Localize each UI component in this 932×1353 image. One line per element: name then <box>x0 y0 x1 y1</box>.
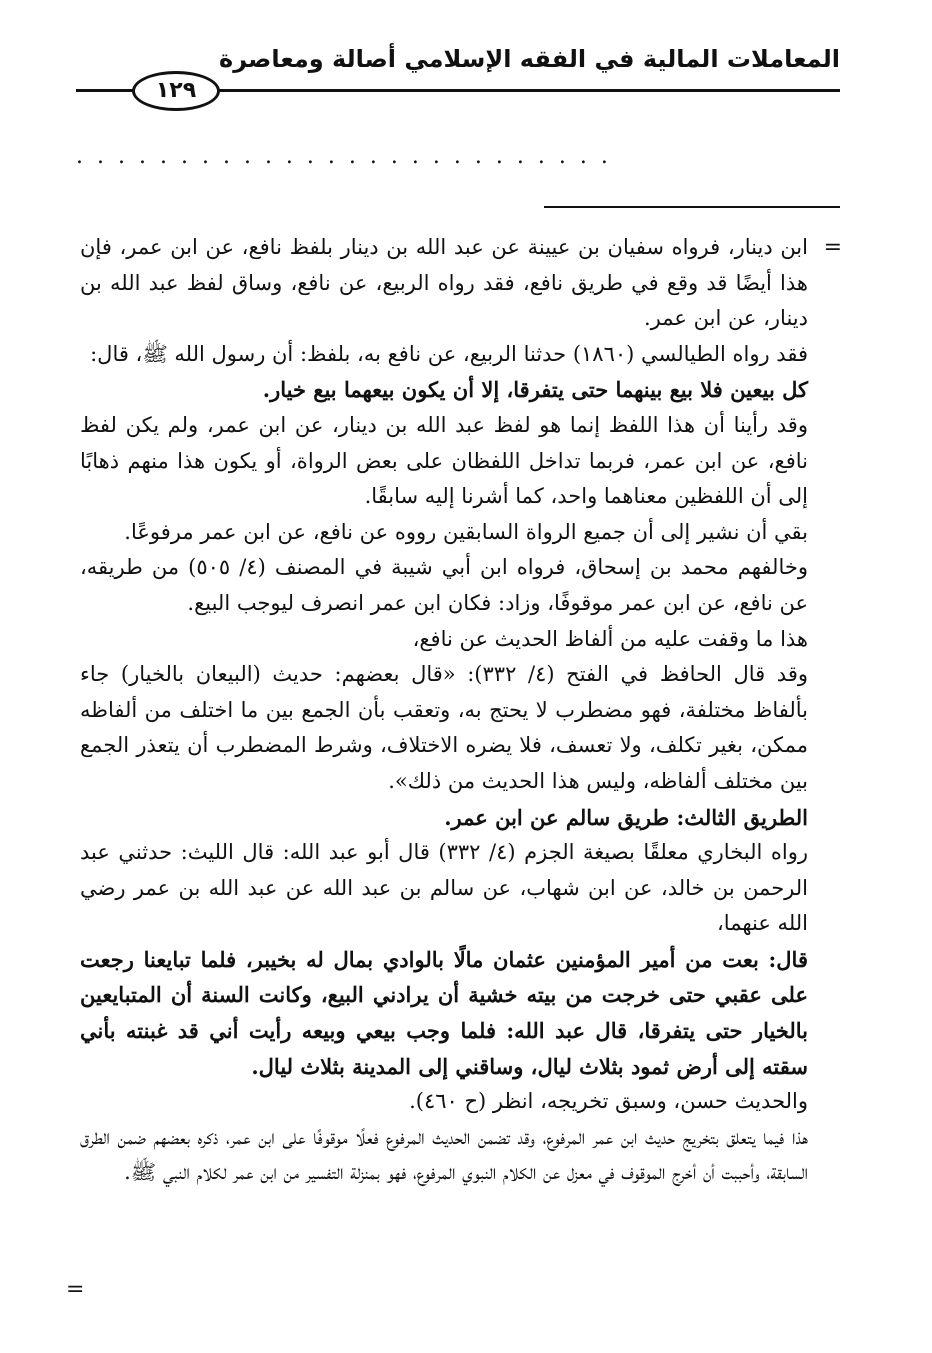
hadith-text: كل بيعين فلا بيع بينهما حتى يتفرقا، إلا أن يكون بيعهما بيع خيار. <box>262 377 808 403</box>
section-heading: الطريق الثالث: طريق سالم عن ابن عمر. <box>444 804 808 830</box>
running-header-title: المعاملات المالية في الفقه الإسلامي أصالة ومعاصرة <box>219 45 840 73</box>
paragraph: وخالفهم محمد بن إسحاق، فرواه ابن أبي شيبة في المصنف (٤/ ٥٠٥) من طريقه، عن نافع، عن ابن عمر موقوفًا، وزاد: فكان ابن عمر انصرف ليوجب البيع. <box>80 555 808 615</box>
paragraph: فقد رواه الطيالسي (١٨٦٠) حدثنا الربيع، عن نافع به، بلفظ: أن رسول الله ﷺ، قال: <box>90 341 808 366</box>
page-number-badge: ١٢٩ <box>132 71 220 111</box>
paragraph: هذا فيما يتعلق بتخريج حديث ابن عمر المرفوع، وقد تضمن الحديث المرفوع فعلًا موقوفًا على ابن عمر، ذكره بعضهم ضمن الطرق السابقة، وأحببت أن أخرج الموقوف في معزل عن الكلام النبوي المرفوع، فهو بمنزلة التفسير من ابن عمر لكلام النبي ﷺ. <box>80 1124 808 1185</box>
paragraph: هذا ما وقفت عليه من ألفاظ الحديث عن نافع، <box>412 626 808 651</box>
paragraph: بقي أن نشير إلى أن جميع الرواة السابقين رووه عن نافع، عن ابن عمر مرفوعًا. <box>124 519 808 544</box>
paragraph: وقد رأينا أن هذا اللفظ إنما هو لفظ عبد الله بن دينار، عن ابن عمر، ولم يكن لفظ نافع، عن ابن عمر، فربما تداخل اللفظان على بعض الرواة، أو يكون هذا منهم ذهابًا إلى أن اللفظين معناهما واحد، كما أشرنا إليه سابقًا. <box>80 412 808 509</box>
continuation-mark-bottom: = <box>66 1277 85 1302</box>
continuation-mark-top: = <box>823 235 842 260</box>
paragraph: والحديث حسن، وسبق تخريجه، انظر (ح ٤٦٠). <box>409 1089 808 1114</box>
hadith-text: قال: بعت من أمير المؤمنين عثمان مالًا بالوادي بمال له بخيبر، فلما تبايعنا رجعت على عقبي حتى خرجت من بيته خشية أن يرادني البيع، وكانت السنة أن المتبايعين بالخيار حتى يتفرقا، قال عبد الله: فلما وجب بيعي وبيعه رأيت أني قد غبنته بأني سقته إلى أرض ثمود بثلاث ليال، وساقني إلى المدينة بثلاث ليال. <box>80 946 808 1079</box>
paragraph: ابن دينار، فرواه سفيان بن عيينة عن عبد الله بن دينار بلفظ نافع، عن ابن عمر، فإن هذا أيضًا قد وقع في طريق نافع، فقد رواه الربيع، عن نافع، وساق لفظ عبد الله بن دينار، عن ابن عمر. <box>80 235 808 331</box>
paragraph: وقد قال الحافظ في الفتح (٤/ ٣٣٢): «قال بعضهم: حديث (البيعان بالخيار) جاء بألفاظ مختلفة، فهو مضطرب لا يحتج به، وتعقب بأن الجمع بين ما اختلف من ألفاظه ممكن، بغير تكلف، ولا تعسف، فلا يضره الاختلاف، وشرط المضطرب أن يتعذر الجمع بين مختلف ألفاظه، وليس هذا الحديث من ذلك». <box>80 662 808 793</box>
section-dots: .......................... <box>76 144 622 169</box>
footnote-rule <box>544 206 840 208</box>
paragraph: رواه البخاري معلقًا بصيغة الجزم (٤/ ٣٣٢) قال أبو عبد الله: قال الليث: حدثني عبد الرحمن بن خالد، عن ابن شهاب، عن سالم بن عبد الله عن عبد الله بن عمر رضي الله عنهما، <box>80 840 808 936</box>
footnote-body <box>80 230 808 1191</box>
